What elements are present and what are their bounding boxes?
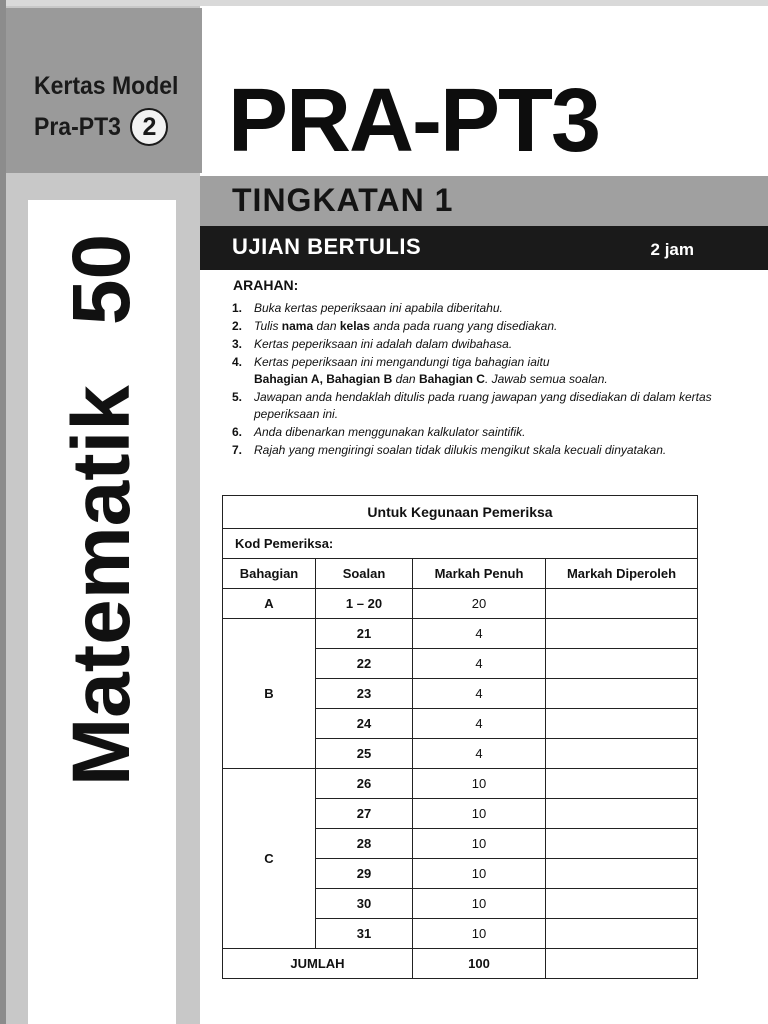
header-question: Soalan bbox=[316, 559, 413, 589]
full-mark-cell: 10 bbox=[413, 799, 546, 829]
question-cell: 31 bbox=[316, 919, 413, 949]
subject-vertical-title bbox=[55, 234, 149, 786]
table-header-row bbox=[223, 559, 698, 589]
examiner-code-label: Kod Pemeriksa: bbox=[223, 529, 698, 559]
series-name: Pra-PT3 bbox=[34, 112, 121, 141]
instruction-text: Tulis nama dan kelas anda pada ruang yang disediakan. bbox=[254, 319, 558, 333]
question-cell: 24 bbox=[316, 709, 413, 739]
table-row bbox=[223, 589, 698, 619]
test-type-label: UJIAN BERTULIS bbox=[232, 234, 422, 259]
instruction-text: Kertas peperiksaan ini adalah dalam dwibahasa. bbox=[254, 337, 513, 351]
full-mark-cell: 20 bbox=[413, 589, 546, 619]
question-cell: 28 bbox=[316, 829, 413, 859]
full-mark-cell: 4 bbox=[413, 709, 546, 739]
instruction-text: Anda dibenarkan menggunakan kalkulator saintifik. bbox=[254, 425, 526, 439]
instruction-number: 7. bbox=[232, 443, 243, 457]
obtained-mark-cell[interactable] bbox=[546, 799, 698, 829]
total-obtained-marks[interactable] bbox=[546, 949, 698, 979]
full-mark-cell: 10 bbox=[413, 829, 546, 859]
table-row bbox=[223, 769, 698, 799]
paper-number-badge: 2 bbox=[130, 108, 168, 146]
instruction-text: Jawapan anda hendaklah ditulis pada ruang jawapan yang disediakan di dalam kertas peperiksaan ini. bbox=[254, 390, 712, 421]
section-cell: C bbox=[223, 769, 316, 949]
obtained-mark-cell[interactable] bbox=[546, 769, 698, 799]
header-full-marks: Markah Penuh bbox=[413, 559, 546, 589]
instruction-number: 6. bbox=[232, 425, 243, 439]
question-cell: 29 bbox=[316, 859, 413, 889]
obtained-mark-cell[interactable] bbox=[546, 679, 698, 709]
full-mark-cell: 10 bbox=[413, 859, 546, 889]
total-full-marks: 100 bbox=[413, 949, 546, 979]
instruction-item bbox=[232, 354, 712, 388]
header-marks-obtained: Markah Diperoleh bbox=[546, 559, 698, 589]
question-cell: 25 bbox=[316, 739, 413, 769]
series-title: Kertas Model bbox=[34, 72, 179, 100]
header-section: Bahagian bbox=[223, 559, 316, 589]
instruction-number: 5. bbox=[232, 390, 243, 404]
instructions-title: ARAHAN: bbox=[233, 277, 299, 293]
instruction-number: 2. bbox=[232, 319, 243, 333]
table-row bbox=[223, 619, 698, 649]
instructions-list bbox=[232, 300, 712, 460]
section-cell: A bbox=[223, 589, 316, 619]
question-cell: 22 bbox=[316, 649, 413, 679]
full-mark-cell: 4 bbox=[413, 619, 546, 649]
obtained-mark-cell[interactable] bbox=[546, 919, 698, 949]
table-caption: Untuk Kegunaan Pemeriksa bbox=[223, 496, 698, 529]
question-cell: 1 – 20 bbox=[316, 589, 413, 619]
instruction-text: Buka kertas peperiksaan ini apabila diberitahu. bbox=[254, 301, 503, 315]
instruction-item bbox=[232, 424, 712, 441]
full-mark-cell: 10 bbox=[413, 919, 546, 949]
obtained-mark-cell[interactable] bbox=[546, 589, 698, 619]
obtained-mark-cell[interactable] bbox=[546, 889, 698, 919]
duration-label: 2 jam bbox=[650, 240, 694, 259]
instruction-number: 4. bbox=[232, 355, 243, 369]
instruction-item bbox=[232, 389, 712, 423]
instruction-item bbox=[232, 336, 712, 353]
question-cell: 23 bbox=[316, 679, 413, 709]
instruction-text: Rajah yang mengiringi soalan tidak dilukis mengikut skala kecuali dinyatakan. bbox=[254, 443, 667, 457]
obtained-mark-cell[interactable] bbox=[546, 829, 698, 859]
instruction-item bbox=[232, 318, 712, 335]
section-cell: B bbox=[223, 619, 316, 769]
total-label: JUMLAH bbox=[223, 949, 413, 979]
instruction-number: 1. bbox=[232, 301, 243, 315]
subject-code: 50 bbox=[56, 233, 147, 326]
level-label: TINGKATAN 1 bbox=[232, 182, 454, 218]
full-mark-cell: 10 bbox=[413, 889, 546, 919]
full-mark-cell: 4 bbox=[413, 679, 546, 709]
obtained-mark-cell[interactable] bbox=[546, 709, 698, 739]
obtained-mark-cell[interactable] bbox=[546, 619, 698, 649]
full-mark-cell: 10 bbox=[413, 769, 546, 799]
instruction-text: Kertas peperiksaan ini mengandungi tiga bahagian iaitu Bahagian A, Bahagian B dan Bahagian C. Jawab semua soalan. bbox=[254, 355, 608, 386]
full-mark-cell: 4 bbox=[413, 739, 546, 769]
full-mark-cell: 4 bbox=[413, 649, 546, 679]
examiner-table bbox=[222, 495, 698, 979]
page-title: PRA-PT3 bbox=[228, 71, 600, 171]
obtained-mark-cell[interactable] bbox=[546, 649, 698, 679]
instruction-item bbox=[232, 442, 712, 459]
instruction-item bbox=[232, 300, 712, 317]
series-subtitle bbox=[34, 108, 168, 146]
obtained-mark-cell[interactable] bbox=[546, 859, 698, 889]
question-cell: 27 bbox=[316, 799, 413, 829]
question-cell: 21 bbox=[316, 619, 413, 649]
question-cell: 26 bbox=[316, 769, 413, 799]
subject-name: Matematik bbox=[56, 385, 147, 787]
question-cell: 30 bbox=[316, 889, 413, 919]
total-row bbox=[223, 949, 698, 979]
obtained-mark-cell[interactable] bbox=[546, 739, 698, 769]
instruction-number: 3. bbox=[232, 337, 243, 351]
